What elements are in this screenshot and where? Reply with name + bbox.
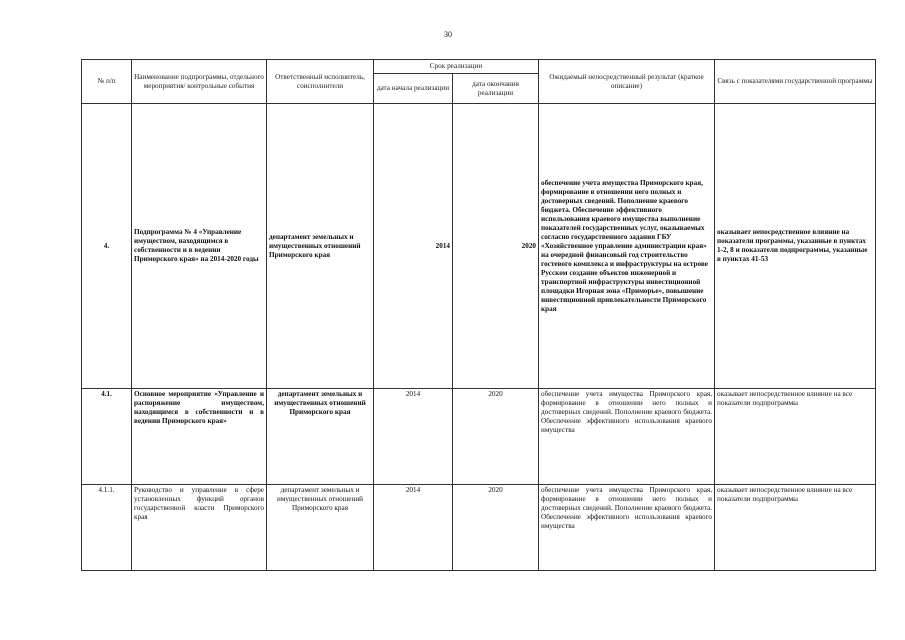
row-link: оказывает непосредственное влияние на показатели программы, указанные в пунктах 1-2, 8 и показатели подпрограммы, указанные в пунктах 41-53 xyxy=(715,104,876,389)
row-responsible: департамент земельных и имущественных отношений Приморского края xyxy=(267,389,374,485)
row-result: обеспечение учета имущества Приморского края, формирование в отношении него полных и достоверных сведений. Пополнение краевого бюджета. Обеспечение эффективного использования краевого имущества выполнение показателей государственных услуг, оказываемых согласно государственного задания ГБУ «Хозяйственное управление администрации края» на очередной финансовый год строительство гостевого комплекса и инфраструктуры на острове Русском создание объектов инженерной и транспортной инфраструктуры инвестиционной площадки Игорная зона «Приморье», повышение инвестиционной привлекательности Приморского края xyxy=(539,104,715,389)
header-link: Связь с показателями государственной программы xyxy=(715,60,876,104)
program-table xyxy=(81,59,876,571)
header-period: Срок реализации xyxy=(374,60,539,74)
row-name: Основное мероприятие «Управление и распоряжение имуществом, находящимся в собственности и в ведении Приморского края» xyxy=(132,389,267,485)
row-end: 2020 xyxy=(453,389,539,485)
row-name: Подпрограмма № 4 «Управление имуществом, находящимся в собственности и в ведении Приморского края» на 2014-2020 годы xyxy=(132,104,267,389)
header-row xyxy=(82,60,876,74)
row-start: 2014 xyxy=(374,104,453,389)
row-num: 4.1.1. xyxy=(82,485,132,571)
table-row xyxy=(82,104,876,389)
row-responsible: департамент земельных и имущественных отношений Приморского края xyxy=(267,485,374,571)
table-row xyxy=(82,485,876,571)
page-number: 30 xyxy=(444,30,452,39)
row-num: 4. xyxy=(82,104,132,389)
row-num: 4.1. xyxy=(82,389,132,485)
row-end: 2020 xyxy=(453,104,539,389)
row-end: 2020 xyxy=(453,485,539,571)
header-responsible: Ответственный исполнитель, соисполнители xyxy=(267,60,374,104)
header-start: дата начала реализации xyxy=(374,74,453,104)
header-name: Наименование подпрограммы, отдельного мероприятия/ контрольные события xyxy=(132,60,267,104)
row-result: обеспечение учета имущества Приморского края, формирование в отношении него полных и достоверных сведений. Пополнение краевого бюджета. Обеспечение эффективного использования краевого имущества xyxy=(539,485,715,571)
header-result: Ожидаемый непосредственный результат (краткое описание) xyxy=(539,60,715,104)
row-link: оказывает непосредственное влияние на все показатели подпрограммы xyxy=(715,389,876,485)
row-start: 2014 xyxy=(374,485,453,571)
row-start: 2014 xyxy=(374,389,453,485)
table-row xyxy=(82,389,876,485)
row-result: обеспечение учета имущества Приморского края, формирование в отношении него полных и достоверных сведений. Пополнение краевого бюджета. Обеспечение эффективного использования краевого имущества xyxy=(539,389,715,485)
header-num: № п/п xyxy=(82,60,132,104)
row-name: Руководство и управление в сфере установленных функций органов государственной власти Приморского края xyxy=(132,485,267,571)
row-link: оказывает непосредственное влияние на все показатели подпрограммы xyxy=(715,485,876,571)
row-responsible: департамент земельных и имущественных отношений Приморского края xyxy=(267,104,374,389)
header-end: дата окончания реализации xyxy=(453,74,539,104)
